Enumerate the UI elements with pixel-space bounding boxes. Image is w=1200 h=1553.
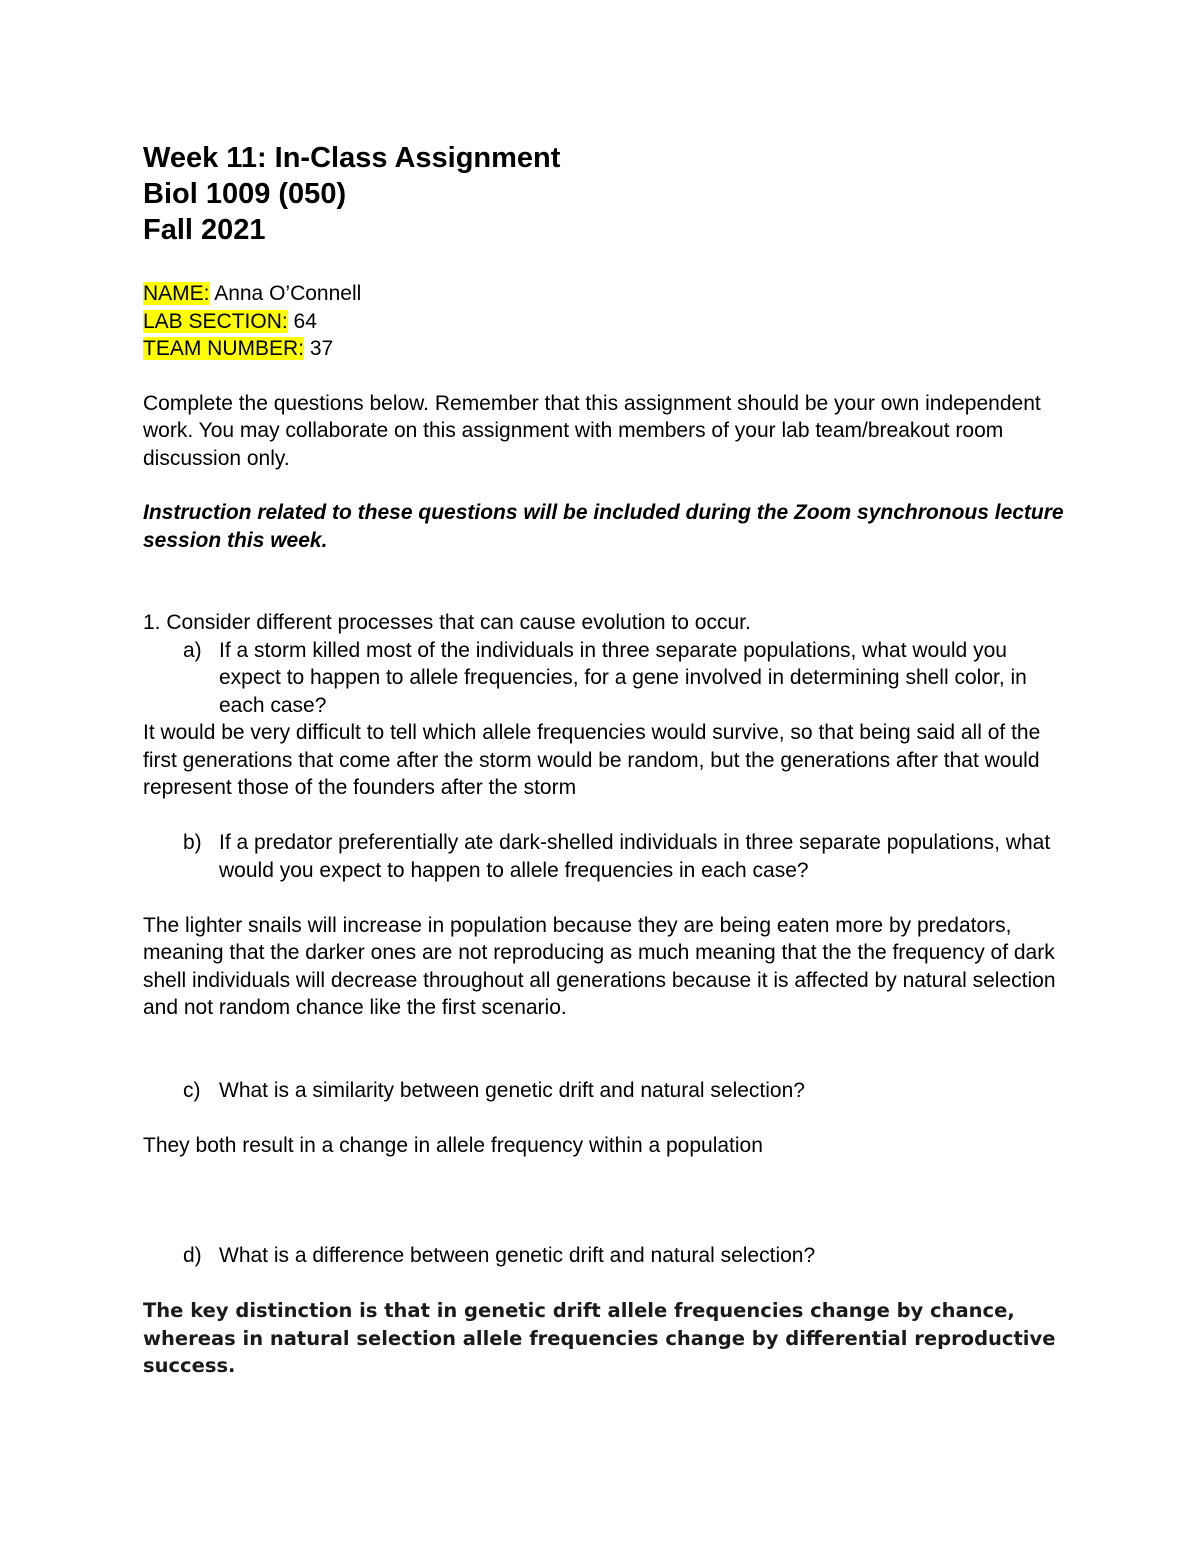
question-1a — [143, 637, 1073, 720]
student-fields — [143, 280, 1073, 363]
team-number-row — [143, 335, 1073, 363]
term: Fall 2021 — [143, 214, 266, 246]
team-number-label: TEAM NUMBER: — [143, 337, 305, 360]
question-1c-letter: c) — [183, 1078, 201, 1102]
name-row — [143, 280, 1073, 308]
question-1b — [143, 829, 1073, 884]
instruction-note: Instruction related to these questions will be included during the Zoom synchronous lecture session this week. — [143, 501, 1064, 552]
question-1-prompt: 1. Consider different processes that can cause evolution to occur. — [143, 611, 751, 634]
course-code: Biol 1009 (050) — [143, 178, 347, 210]
team-number-value: 37 — [304, 337, 334, 360]
answer-1d: The key distinction is that in genetic drift allele frequencies change by chance, whereas in natural selection allele frequencies change by differential reproductive success. — [143, 1299, 1056, 1377]
question-1a-text: If a storm killed most of the individuals in three separate populations, what would you expect to happen to allele frequencies, for a gene involved in determining shell color, in each case? — [219, 638, 1027, 717]
lab-section-label: LAB SECTION: — [143, 309, 288, 333]
question-1d — [143, 1242, 1073, 1270]
name-label: NAME: — [143, 282, 210, 305]
answer-1b: The lighter snails will increase in population because they are being eaten more by predators, meaning that the darker ones are not reproducing as much meaning that the the frequency of dark shell individuals will decrease throughout all generations because it is affected by natural selection and not random chance like the first scenario. — [143, 913, 1056, 1019]
name-value: Anna O’Connell — [209, 282, 362, 305]
question-1b-text: If a predator preferentially ate dark-shelled individuals in three separate populations, what would you expect to happen to allele frequencies in each case? — [219, 831, 1051, 882]
answer-1a: It would be very difficult to tell which allele frequencies would survive, so that being said all of the first generations that come after the storm would be random, but the generations after that would represent those of the founders after the storm — [143, 721, 1041, 799]
document-header — [143, 140, 1073, 248]
lab-section-row — [143, 308, 1073, 336]
question-1d-letter: d) — [183, 1243, 202, 1267]
question-1c — [143, 1077, 1073, 1105]
answer-1c: They both result in a change in allele frequency within a population — [143, 1134, 763, 1157]
assignment-title: Week 11: In-Class Assignment — [143, 142, 561, 174]
question-1a-letter: a) — [183, 638, 202, 662]
question-1b-letter: b) — [183, 831, 202, 854]
lab-section-value: 64 — [287, 309, 317, 333]
document-page — [143, 140, 1073, 1380]
intro-paragraph: Complete the questions below. Remember that this assignment should be your own independent work. You may collaborate on this assignment with members of your lab team/breakout room discussion only. — [143, 391, 1041, 470]
question-1d-text: What is a difference between genetic drift and natural selection? — [219, 1243, 816, 1267]
question-1c-text: What is a similarity between genetic drift and natural selection? — [219, 1078, 805, 1102]
